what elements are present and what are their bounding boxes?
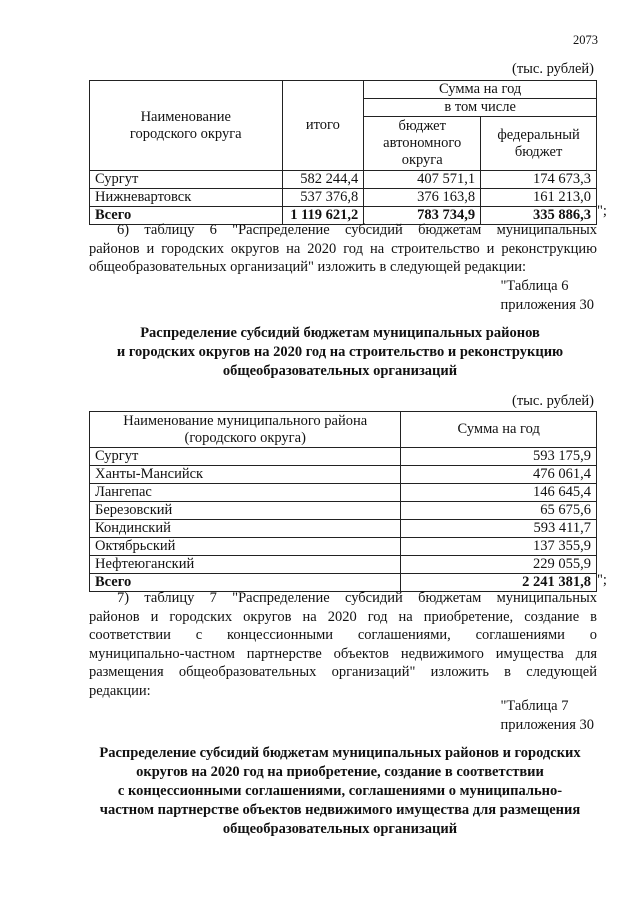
table-row: Березовский 65 675,6 (90, 502, 597, 520)
subsidy-table-1 (89, 80, 597, 225)
header-sum-per-year: Сумма на год (401, 412, 597, 448)
total-total: 1 119 621,2 (282, 207, 364, 225)
table1-closing-quote: "; (597, 203, 607, 219)
row-ao: 376 163,8 (364, 189, 481, 207)
header-sum-per-year: Сумма на год (364, 81, 597, 99)
row-ao: 407 571,1 (364, 171, 481, 189)
table7-heading: Распределение субсидий бюджетам муниципальных районов и городских округов на 2020 год на приобретение, создание в соответствии с концессионными соглашениями, соглашениями о муниципально- частном партнерстве объектов недвижимого имущества для размещения общеобразовательных организаций (99, 745, 581, 837)
row-total: 537 376,8 (282, 189, 364, 207)
header-total: итого (282, 81, 364, 171)
table-row: Кондинский 593 411,7 (90, 520, 597, 538)
table-row (90, 189, 597, 207)
header-including: в том числе (364, 99, 597, 117)
row-fed: 174 673,3 (481, 171, 597, 189)
table6-reference: "Таблица 6 приложения 30 (500, 278, 594, 313)
table-row: Сургут 593 175,9 (90, 448, 597, 466)
row-name: Нижневартовск (90, 189, 283, 207)
table6-heading: Распределение субсидий бюджетам муниципальных районов и городских округов на 2020 год на строительство и реконструкцию общеобразовательных организаций (116, 325, 564, 379)
table-row (90, 171, 597, 189)
header-district-name: Наименование муниципального района (городского округа) (90, 412, 401, 448)
total-label: Всего (90, 207, 283, 225)
row-total: 582 244,4 (282, 171, 364, 189)
total-ao: 783 734,9 (364, 207, 481, 225)
paragraph-6: 6) таблицу 6 "Распределение субсидий бюджетам муниципальных районов и городских округов на 2020 год на строительство и реконструкцию общеобразовательных организаций" изложить в следующей редакции: (89, 222, 597, 275)
subsidy-table-6 (89, 411, 597, 592)
table-row: Лангепас 146 645,4 (90, 484, 597, 502)
total-row: Всего 2 241 381,8 (90, 574, 597, 592)
header-federal: федеральный бюджет (481, 117, 597, 171)
row-name: Сургут (90, 171, 283, 189)
row-fed: 161 213,0 (481, 189, 597, 207)
table2-units: (тыс. рублей) (512, 393, 594, 409)
table7-reference: "Таблица 7 приложения 30 (500, 698, 594, 733)
table-row: Нефтеюганский 229 055,9 (90, 556, 597, 574)
table2-closing-quote: "; (597, 572, 607, 588)
paragraph-7: 7) таблицу 7 "Распределение субсидий бюджетам муниципальных районов и городских округов на 2020 год на приобретение, создание в соответствии с концессионными соглашениями, соглашениями о муниципально-частном партнерстве объектов недвижимого имущества для размещения общеобразовательных организаций" изложить в следующей редакции: (89, 590, 597, 699)
table-row: Октябрьский 137 355,9 (90, 538, 597, 556)
table1-units: (тыс. рублей) (512, 61, 594, 77)
page-number: 2073 (573, 33, 598, 47)
header-name: Наименование городского округа (90, 81, 283, 171)
table-row: Ханты-Мансийск 476 061,4 (90, 466, 597, 484)
total-fed: 335 886,3 (481, 207, 597, 225)
header-budget-ao: бюджет автономного округа (364, 117, 481, 171)
